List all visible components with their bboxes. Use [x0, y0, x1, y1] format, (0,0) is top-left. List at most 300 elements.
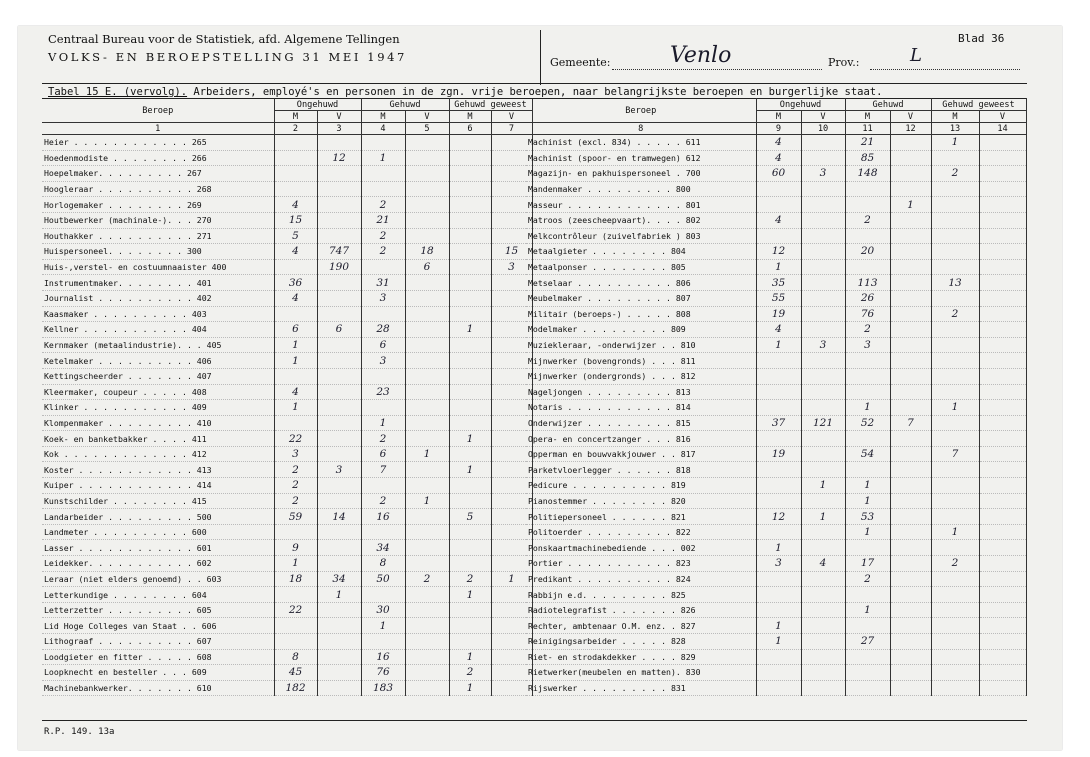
count-cell: 4	[801, 556, 845, 572]
count-cell: 27	[845, 634, 890, 650]
count-cell: 3	[801, 337, 845, 353]
count-cell	[845, 197, 890, 213]
count-cell	[931, 384, 979, 400]
header-divider	[540, 30, 541, 85]
count-cell	[890, 462, 931, 478]
occupation-name: Kettingscheerder . . . . . . . 407	[42, 368, 274, 384]
count-cell	[890, 275, 931, 291]
count-cell: 1	[931, 524, 979, 540]
count-cell	[449, 150, 491, 166]
count-cell: 113	[845, 275, 890, 291]
count-cell	[449, 524, 491, 540]
count-cell: 1	[449, 680, 491, 696]
occupation-name: Leraar (niet elders genoemd) . . 603	[42, 571, 274, 587]
count-cell	[756, 181, 801, 197]
count-cell	[801, 353, 845, 369]
beroep-header: Beroep	[526, 99, 756, 123]
count-cell: 4	[756, 212, 801, 228]
table-row	[526, 181, 1026, 197]
column-number: 2	[274, 123, 317, 135]
count-cell	[317, 306, 361, 322]
occupation-name: Pedicure . . . . . . . . . . 819	[526, 478, 756, 494]
table-row	[526, 587, 1026, 603]
occupation-name: Letterzetter . . . . . . . . . 605	[42, 602, 274, 618]
count-cell	[979, 259, 1026, 275]
count-cell	[405, 353, 449, 369]
table-row	[42, 618, 532, 634]
occupation-name: Opperman en bouwvakkjouwer . . 817	[526, 446, 756, 462]
table-row	[42, 462, 532, 478]
count-cell	[756, 524, 801, 540]
count-cell	[890, 524, 931, 540]
count-cell: 1	[845, 478, 890, 494]
count-cell	[405, 228, 449, 244]
table-row	[526, 462, 1026, 478]
group-gehuwd-header: Gehuwd	[845, 99, 931, 111]
occupation-name: Metselaar . . . . . . . . . . 806	[526, 275, 756, 291]
count-cell: 35	[756, 275, 801, 291]
count-cell	[317, 275, 361, 291]
count-cell	[845, 384, 890, 400]
count-cell	[890, 618, 931, 634]
count-cell	[405, 618, 449, 634]
count-cell	[449, 244, 491, 260]
count-cell	[931, 493, 979, 509]
count-cell: 3	[317, 462, 361, 478]
occupation-name: Kok . . . . . . . . . . . . . 412	[42, 446, 274, 462]
count-cell: 17	[845, 556, 890, 572]
count-cell	[931, 571, 979, 587]
occupation-name: Mandenmaker . . . . . . . . . 800	[526, 181, 756, 197]
count-cell	[931, 602, 979, 618]
count-cell: 1	[491, 571, 532, 587]
table-row	[526, 524, 1026, 540]
table-title-rest: Arbeiders, employé's en personen in de zgn. vrije beroepen, naar belangrijkste beroepen en burgerlijke staat.	[187, 86, 883, 98]
table-row	[526, 493, 1026, 509]
count-cell	[274, 368, 317, 384]
count-cell	[361, 478, 405, 494]
table-row	[42, 509, 532, 525]
occupation-name: Parketvloerlegger . . . . . . 818	[526, 462, 756, 478]
column-number: 11	[845, 123, 890, 135]
count-cell	[317, 680, 361, 696]
count-cell: 14	[317, 509, 361, 525]
count-cell	[979, 446, 1026, 462]
table-row	[42, 493, 532, 509]
count-cell	[801, 384, 845, 400]
count-cell	[449, 478, 491, 494]
table-row	[42, 228, 532, 244]
count-cell: 2	[845, 212, 890, 228]
occupation-name: Kleermaker, coupeur . . . . . 408	[42, 384, 274, 400]
table-row	[42, 680, 532, 696]
count-cell: 2	[845, 571, 890, 587]
count-cell: 12	[317, 150, 361, 166]
column-number: 7	[491, 123, 532, 135]
table-row	[42, 524, 532, 540]
table-row	[42, 540, 532, 556]
count-cell: 19	[756, 306, 801, 322]
count-cell	[931, 680, 979, 696]
count-cell: 2	[274, 493, 317, 509]
count-cell: 1	[449, 322, 491, 338]
count-cell	[931, 150, 979, 166]
count-cell	[449, 556, 491, 572]
count-cell: 1	[756, 540, 801, 556]
count-cell: 2	[449, 571, 491, 587]
count-cell	[890, 556, 931, 572]
v-header: V	[405, 111, 449, 123]
occupation-name: Hoepelmaker. . . . . . . . . 267	[42, 166, 274, 182]
count-cell	[756, 680, 801, 696]
v-header: V	[890, 111, 931, 123]
count-cell	[979, 540, 1026, 556]
occupation-name: Landmeter . . . . . . . . . . 600	[42, 524, 274, 540]
occupation-name: Rechter, ambtenaar O.M. enz. . 827	[526, 618, 756, 634]
occupation-name: Houtbewerker (machinale-). . . 270	[42, 212, 274, 228]
count-cell	[756, 462, 801, 478]
count-cell: 1	[845, 493, 890, 509]
occupation-name: Melkcontrôleur (zuivelfabriek ) 803	[526, 228, 756, 244]
column-number: 10	[801, 123, 845, 135]
table-row	[42, 649, 532, 665]
group-gehuwd-header: Gehuwd	[361, 99, 449, 111]
count-cell: 1	[361, 415, 405, 431]
count-cell	[931, 337, 979, 353]
count-cell	[405, 306, 449, 322]
count-cell: 4	[274, 384, 317, 400]
count-cell: 2	[931, 556, 979, 572]
count-cell: 2	[361, 197, 405, 213]
count-cell	[801, 400, 845, 416]
count-cell	[979, 634, 1026, 650]
count-cell	[361, 587, 405, 603]
occupation-name: Machinist (excl. 834) . . . . . 611	[526, 135, 756, 151]
occupation-name: Horlogemaker . . . . . . . . 269	[42, 197, 274, 213]
count-cell: 16	[361, 509, 405, 525]
count-cell	[979, 181, 1026, 197]
table-row	[526, 540, 1026, 556]
count-cell: 34	[317, 571, 361, 587]
count-cell: 52	[845, 415, 890, 431]
count-cell	[890, 493, 931, 509]
footer-rule	[42, 720, 1027, 721]
count-cell: 85	[845, 150, 890, 166]
count-cell	[931, 634, 979, 650]
count-cell: 30	[361, 602, 405, 618]
count-cell	[317, 665, 361, 681]
occupation-name: Koek- en banketbakker . . . . 411	[42, 431, 274, 447]
count-cell	[801, 462, 845, 478]
count-cell	[405, 322, 449, 338]
count-cell	[361, 166, 405, 182]
count-cell	[317, 524, 361, 540]
count-cell: 1	[274, 337, 317, 353]
count-cell: 3	[756, 556, 801, 572]
count-cell	[979, 228, 1026, 244]
count-cell	[405, 400, 449, 416]
table-row	[42, 290, 532, 306]
count-cell: 23	[361, 384, 405, 400]
count-cell	[890, 244, 931, 260]
occupation-name: Ketelmaker . . . . . . . . . . 406	[42, 353, 274, 369]
form-code: R.P. 149. 13a	[44, 727, 115, 737]
count-cell	[449, 181, 491, 197]
count-cell	[405, 275, 449, 291]
count-cell	[890, 649, 931, 665]
count-cell	[405, 509, 449, 525]
table-row	[42, 602, 532, 618]
count-cell	[405, 478, 449, 494]
count-cell	[756, 649, 801, 665]
table-row	[526, 150, 1026, 166]
occupation-name: Leidekker. . . . . . . . . . . 602	[42, 556, 274, 572]
table-row	[526, 384, 1026, 400]
right-occupation-table	[526, 98, 1027, 696]
count-cell: 2	[405, 571, 449, 587]
count-cell	[801, 493, 845, 509]
table-row	[526, 368, 1026, 384]
count-cell	[317, 556, 361, 572]
count-cell	[845, 431, 890, 447]
count-cell: 2	[361, 431, 405, 447]
table-row	[42, 135, 532, 151]
count-cell: 4	[274, 197, 317, 213]
table-row	[42, 587, 532, 603]
count-cell	[979, 587, 1026, 603]
table-row	[526, 665, 1026, 681]
count-cell	[317, 337, 361, 353]
table-row	[526, 290, 1026, 306]
count-cell	[890, 368, 931, 384]
count-cell	[845, 665, 890, 681]
occupation-name: Riet- en strodakdekker . . . . 829	[526, 649, 756, 665]
count-cell	[756, 665, 801, 681]
count-cell	[979, 602, 1026, 618]
count-cell	[801, 431, 845, 447]
v-header: V	[801, 111, 845, 123]
group-ongehuwd-header: Ongehuwd	[274, 99, 361, 111]
count-cell	[361, 634, 405, 650]
count-cell: 6	[405, 259, 449, 275]
count-cell	[845, 368, 890, 384]
count-cell: 3	[845, 337, 890, 353]
count-cell	[449, 135, 491, 151]
occupation-name: Landarbeider . . . . . . . . . 500	[42, 509, 274, 525]
count-cell	[890, 306, 931, 322]
occupation-name: Metaalponser . . . . . . . . 805	[526, 259, 756, 275]
table-row	[42, 181, 532, 197]
count-cell	[890, 322, 931, 338]
count-cell	[890, 228, 931, 244]
m-header: M	[931, 111, 979, 123]
count-cell	[890, 509, 931, 525]
count-cell: 1	[449, 462, 491, 478]
m-header: M	[449, 111, 491, 123]
count-cell: 34	[361, 540, 405, 556]
count-cell	[449, 197, 491, 213]
count-cell: 15	[274, 212, 317, 228]
occupation-name: Mijnwerker (ondergronds) . . . 812	[526, 368, 756, 384]
count-cell: 26	[845, 290, 890, 306]
table-row	[526, 680, 1026, 696]
count-cell	[890, 259, 931, 275]
table-row	[526, 244, 1026, 260]
count-cell	[756, 353, 801, 369]
column-number: 3	[317, 123, 361, 135]
count-cell: 1	[845, 400, 890, 416]
count-cell	[890, 384, 931, 400]
count-cell: 2	[931, 166, 979, 182]
count-cell	[979, 135, 1026, 151]
count-cell: 22	[274, 431, 317, 447]
beroep-header: Beroep	[42, 99, 274, 123]
count-cell: 1	[274, 556, 317, 572]
occupation-name: Politiepersoneel . . . . . . 821	[526, 509, 756, 525]
table-row	[42, 415, 532, 431]
occupation-name: Kernmaker (metaalindustrie). . . 405	[42, 337, 274, 353]
count-cell	[317, 431, 361, 447]
count-cell: 18	[274, 571, 317, 587]
count-cell	[931, 244, 979, 260]
count-cell	[405, 166, 449, 182]
count-cell: 8	[274, 649, 317, 665]
count-cell	[756, 384, 801, 400]
count-cell	[449, 259, 491, 275]
table-row	[526, 259, 1026, 275]
count-cell	[979, 384, 1026, 400]
occupation-name: Magazijn- en pakhuispersoneel . 700	[526, 166, 756, 182]
count-cell: 4	[274, 244, 317, 260]
count-cell	[801, 259, 845, 275]
count-cell	[979, 290, 1026, 306]
gemeente-field-line	[612, 69, 822, 70]
count-cell	[890, 150, 931, 166]
count-cell: 19	[756, 446, 801, 462]
count-cell	[801, 181, 845, 197]
count-cell: 1	[405, 493, 449, 509]
count-cell	[405, 290, 449, 306]
count-cell	[405, 368, 449, 384]
count-cell	[931, 212, 979, 228]
count-cell: 28	[361, 322, 405, 338]
occupation-name: Reinigingsarbeider . . . . . 828	[526, 634, 756, 650]
count-cell	[405, 602, 449, 618]
column-number: 13	[931, 123, 979, 135]
count-cell	[801, 618, 845, 634]
count-cell	[890, 634, 931, 650]
count-cell	[756, 400, 801, 416]
column-number: 9	[756, 123, 801, 135]
occupation-name: Nageljongen . . . . . . . . . 813	[526, 384, 756, 400]
occupation-name: Portier . . . . . . . . . . . 823	[526, 556, 756, 572]
table-row	[526, 478, 1026, 494]
count-cell	[449, 166, 491, 182]
count-cell	[979, 649, 1026, 665]
occupation-name: Klompenmaker . . . . . . . . . 410	[42, 415, 274, 431]
count-cell	[890, 680, 931, 696]
count-cell	[979, 244, 1026, 260]
count-cell	[317, 493, 361, 509]
table-row	[42, 478, 532, 494]
count-cell	[317, 290, 361, 306]
occupation-name: Houthakker . . . . . . . . . . 271	[42, 228, 274, 244]
table-row	[526, 228, 1026, 244]
count-cell	[361, 181, 405, 197]
count-cell: 2	[274, 462, 317, 478]
count-cell	[317, 446, 361, 462]
count-cell	[449, 415, 491, 431]
count-cell	[979, 524, 1026, 540]
count-cell: 6	[361, 446, 405, 462]
count-cell	[317, 166, 361, 182]
occupation-name: Kellner . . . . . . . . . . . 404	[42, 322, 274, 338]
count-cell	[317, 415, 361, 431]
count-cell: 182	[274, 680, 317, 696]
count-cell: 54	[845, 446, 890, 462]
table-row	[526, 431, 1026, 447]
count-cell	[801, 571, 845, 587]
count-cell	[756, 478, 801, 494]
count-cell: 121	[801, 415, 845, 431]
table-row	[42, 150, 532, 166]
occupation-name: Predikant . . . . . . . . . . 824	[526, 571, 756, 587]
count-cell	[405, 524, 449, 540]
count-cell: 3	[274, 446, 317, 462]
count-cell: 22	[274, 602, 317, 618]
count-cell: 8	[361, 556, 405, 572]
prov-field-line	[870, 69, 1020, 70]
count-cell	[405, 462, 449, 478]
count-cell	[317, 228, 361, 244]
table-row	[42, 275, 532, 291]
table-row	[526, 649, 1026, 665]
count-cell	[801, 540, 845, 556]
count-cell	[931, 462, 979, 478]
occupation-name: Kaasmaker . . . . . . . . . . 403	[42, 306, 274, 322]
count-cell	[361, 306, 405, 322]
occupation-name: Muziekleraar, -onderwijzer . . 810	[526, 337, 756, 353]
count-cell	[449, 275, 491, 291]
count-cell	[801, 680, 845, 696]
count-cell	[845, 228, 890, 244]
table-row	[42, 197, 532, 213]
occupation-name: Notaris . . . . . . . . . . . 814	[526, 400, 756, 416]
count-cell	[979, 556, 1026, 572]
count-cell	[756, 228, 801, 244]
occupation-name: Instrumentmaker. . . . . . . . 401	[42, 275, 274, 291]
count-cell	[405, 556, 449, 572]
count-cell	[845, 618, 890, 634]
count-cell: 1	[274, 400, 317, 416]
form-header-census-title: VOLKS- EN BEROEPSTELLING 31 MEI 1947	[48, 50, 407, 64]
count-cell: 59	[274, 509, 317, 525]
count-cell	[931, 290, 979, 306]
count-cell	[405, 587, 449, 603]
count-cell: 3	[361, 353, 405, 369]
right-table-body	[526, 135, 1026, 696]
table-row	[42, 384, 532, 400]
occupation-name: Militair (beroeps-) . . . . . 808	[526, 306, 756, 322]
table-row	[526, 634, 1026, 650]
count-cell	[931, 368, 979, 384]
count-cell	[979, 462, 1026, 478]
table-row	[526, 509, 1026, 525]
table-row	[526, 602, 1026, 618]
count-cell	[931, 181, 979, 197]
count-cell: 31	[361, 275, 405, 291]
occupation-name: Loopknecht en besteller . . . 609	[42, 665, 274, 681]
